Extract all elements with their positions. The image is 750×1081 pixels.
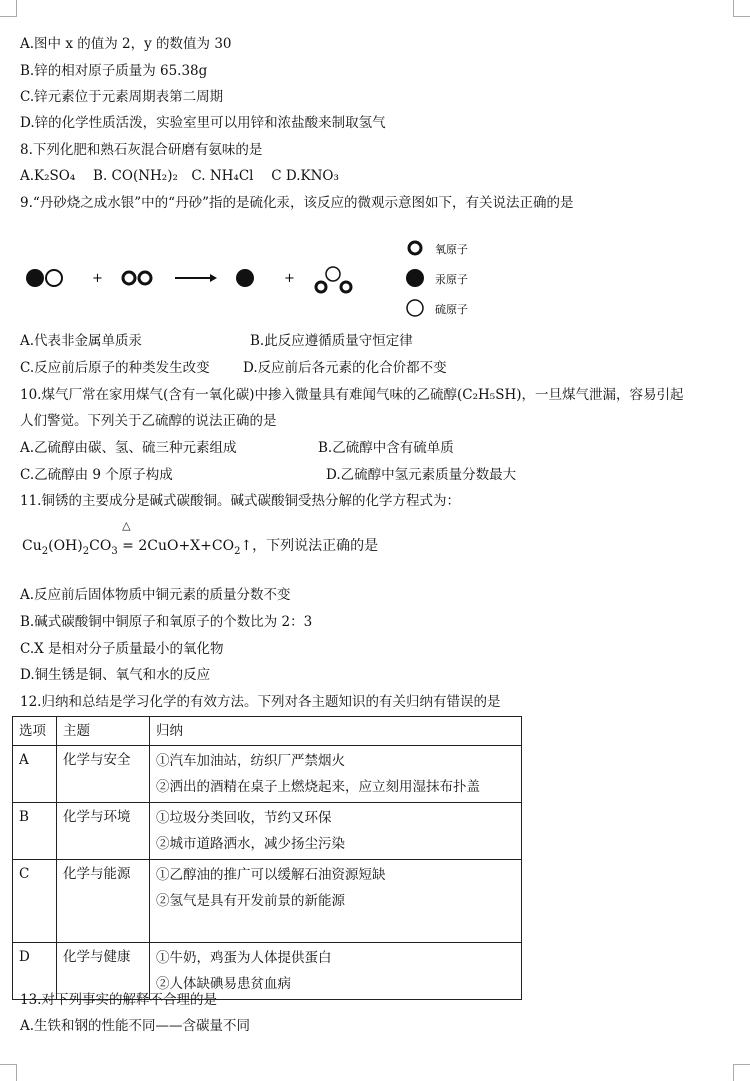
header-summary: 归纳 [150,717,522,746]
equation-tail: ，下列说法正确的是 [252,538,379,554]
q7-option-b: B.锌的相对原子质量为 65.38g [20,63,208,79]
q10-stem-line2: 人们警觉。下列关于乙硫醇的说法正确的是 [20,413,277,429]
legend-oxygen-icon [409,242,421,254]
q9-option-c: C.反应前后原子的种类发生改变 [20,360,210,376]
row-item: ①乙醇油的推广可以缓解石油资源短缺 [156,867,386,883]
plus-sign-1: + [92,271,103,286]
legend-mercury-label: 汞原子 [435,273,468,286]
crop-mark-top-right [733,0,750,17]
q10-stem-line1: 10.煤气厂常在家用煤气(含有一氧化碳)中掺入微量具有难闻气味的乙硫醇(C₂H₅SH)，一旦煤气泄漏，容易引起 [20,387,684,403]
row-key: C [13,860,57,943]
table-row [13,860,522,943]
row-item: ①牛奶，鸡蛋为人体提供蛋白 [156,950,332,966]
q11-option-c: C.X 是相对分子质量最小的氧化物 [20,641,224,657]
reactant-hgs-molecule [26,269,62,287]
q9-option-a: A.代表非金属单质汞 [20,333,143,349]
q7-option-c: C.锌元素位于元素周期表第二周期 [20,89,224,105]
q10-option-b: B.乙硫醇中含有硫单质 [318,440,454,456]
row-topic: 化学与能源 [57,860,150,943]
q11-stem: 11.铜锈的主要成分是碱式碳酸铜。碱式碳酸铜受热分解的化学方程式为： [20,493,460,509]
legend-mercury-icon [406,269,424,287]
table-header-row [13,717,522,746]
row-key: B [13,803,57,860]
row-items [150,860,522,943]
q9-option-b: B.此反应遵循质量守恒定律 [250,333,413,349]
q9-stem: 9.“丹砂烧之成水银”中的“丹砂”指的是硫化汞，该反应的微观示意图如下，有关说法正确的是 [20,195,574,211]
row-item: ①汽车加油站，纺织厂严禁烟火 [156,753,345,769]
plus-sign-2: + [284,271,295,286]
q8-options: A.K₂SO₄ B. CO(NH₂)₂ C. NH₄Cl C D.KNO₃ [20,168,339,184]
table-row [13,803,522,860]
equation-formula: $Cu_2(OH)_2CO_3$ △ = $2CuO+X+CO_2↑$ [22,519,253,557]
q12-stem: 12.归纳和总结是学习化学的有效方法。下列对各主题知识的有关归纳有错误的是 [20,694,501,710]
row-topic: 化学与健康 [57,943,150,1000]
row-items [150,746,522,803]
q10-option-d: D.乙硫醇中氢元素质量分数最大 [326,467,517,483]
q13-stem: 13.对下列事实的解释不合理的是 [20,992,217,1008]
legend-oxygen-label: 氧原子 [435,243,468,256]
crop-mark-top-left [0,0,17,17]
row-topic: 化学与环境 [57,803,150,860]
legend [406,242,468,316]
q7-option-a: A.图中 x 的值为 2，y 的数值为 30 [20,36,232,52]
row-key: A [13,746,57,803]
header-topic: 主题 [57,717,150,746]
reaction-arrow [175,274,217,282]
q11-option-d: D.铜生锈是铜、氧气和水的反应 [20,667,211,683]
product-so2-molecule [316,267,351,292]
legend-sulfur-label: 硫原子 [435,303,468,316]
q11-equation [22,519,379,565]
row-item: ②城市道路洒水，减少扬尘污染 [156,836,345,852]
table-row [13,746,522,803]
reaction-diagram [20,238,490,318]
q9-option-d: D.反应前后各元素的化合价都不变 [243,360,447,376]
q12-table [12,716,522,1000]
row-item: ①垃圾分类回收，节约又环保 [156,810,332,826]
product-hg-atom [236,269,254,287]
q13-option-a: A.生铁和钢的性能不同——含碳量不同 [20,1018,251,1034]
reactant-o2-molecule [123,272,151,284]
row-key: D [13,943,57,1000]
header-option: 选项 [13,717,57,746]
row-items [150,803,522,860]
q10-option-a: A.乙硫醇由碳、氢、硫三种元素组成 [20,440,237,456]
row-topic: 化学与安全 [57,746,150,803]
legend-sulfur-icon [407,300,423,316]
q11-option-a: A.反应前后固体物质中铜元素的质量分数不变 [20,587,291,603]
row-item: ②氢气是具有开发前景的新能源 [156,893,345,909]
q10-option-c: C.乙硫醇由 9 个原子构成 [20,467,173,483]
crop-mark-bottom-left [0,1064,17,1081]
q7-option-d: D.锌的化学性质活泼，实验室里可以用锌和浓盐酸来制取氢气 [20,115,386,131]
row-item: ②人体缺碘易患贫血病 [156,976,291,992]
row-item: ②洒出的酒精在桌子上燃烧起来，应立刻用湿抹布扑盖 [156,779,480,795]
crop-mark-bottom-right [733,1064,750,1081]
q8-stem: 8.下列化肥和熟石灰混合研磨有氨味的是 [20,142,263,158]
q11-option-b: B.碱式碳酸铜中铜原子和氧原子的个数比为 2：3 [20,614,313,630]
